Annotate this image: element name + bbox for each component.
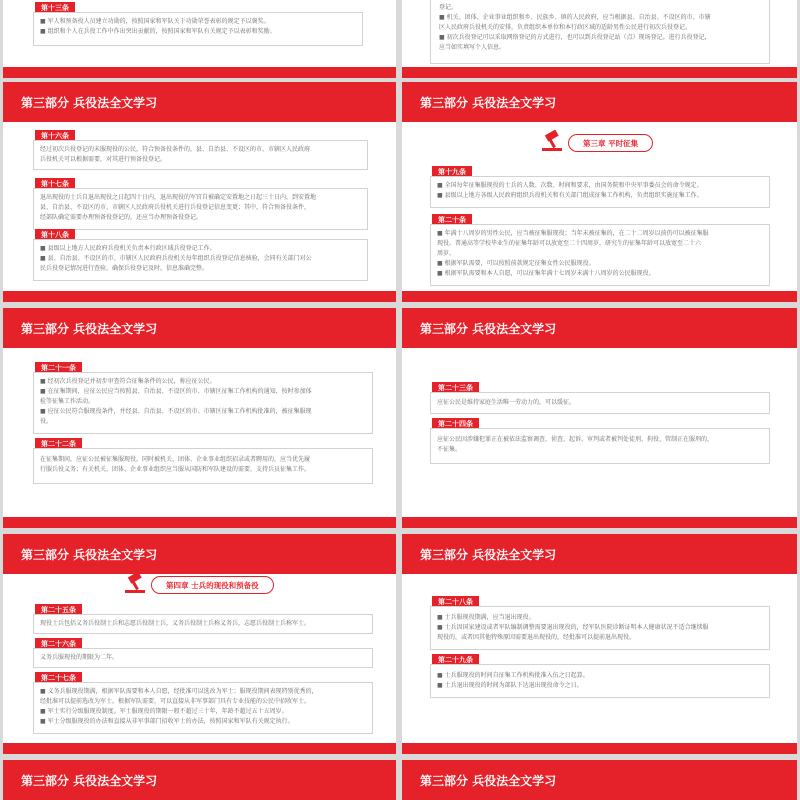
footer-bar bbox=[3, 517, 396, 528]
footer-bar bbox=[3, 67, 396, 78]
footer-bar bbox=[402, 291, 797, 302]
article-box bbox=[33, 682, 373, 734]
section-title: 第三部分 兵役法全文学习 bbox=[21, 774, 158, 788]
article-box bbox=[430, 428, 770, 464]
article-box bbox=[33, 648, 373, 668]
section-title: 第三部分 兵役法全文学习 bbox=[420, 322, 557, 336]
chapter-title: 第四章 士兵的现役和预备役 bbox=[151, 576, 274, 594]
article-tag: 第二十七条 bbox=[35, 672, 82, 684]
slide-3 bbox=[3, 82, 396, 302]
footer-bar bbox=[3, 743, 396, 754]
article-box bbox=[430, 606, 770, 650]
gavel-icon bbox=[540, 130, 566, 152]
article-tag: 第十八条 bbox=[35, 229, 75, 241]
slide-header bbox=[3, 534, 396, 574]
article-tag: 第二十九条 bbox=[432, 654, 479, 666]
section-title: 第三部分 兵役法全文学习 bbox=[420, 774, 557, 788]
article-tag: 第二十二条 bbox=[35, 438, 82, 450]
article-box bbox=[430, 392, 770, 414]
slide-10 bbox=[402, 760, 797, 800]
slide-header bbox=[3, 82, 396, 122]
article-text: ■ 士兵服现役的时间自征集工作机构批准入伍之日起算。 ■ 士兵退出现役的时间为部队下达退出现役命令之日。 bbox=[437, 672, 589, 689]
slide-header bbox=[402, 534, 797, 574]
article-tag: 第二十八条 bbox=[432, 596, 479, 608]
article-box bbox=[33, 448, 373, 484]
article-tag: 第十七条 bbox=[35, 178, 75, 190]
slide-8 bbox=[402, 534, 797, 754]
article-text: ■ 士兵服现役期满，应当退出现役。 ■ 士兵因国家建设或者军队编制调整需要退出现役的，经军队医院诊断证明本人健康状况不适合继续服 现役的，或者因其他特殊原因需要退出现役的，经批准可以提前退出现役。 bbox=[437, 614, 709, 641]
article-text: ■ 县级以上地方人民政府兵役机关负责本行政区域兵役登记工作。 ■ 县、自治县、不设区的市、市辖区人民政府兵役机关每年组织兵役登记信息核验，会同有关部门对公 民兵役登记情况进行查验，确保兵役登记及时，信息准确完整。 bbox=[40, 245, 312, 272]
gavel-icon bbox=[123, 572, 149, 594]
article-box bbox=[33, 372, 373, 434]
slide-5 bbox=[3, 308, 396, 528]
slide-6 bbox=[402, 308, 797, 528]
section-title: 第三部分 兵役法全文学习 bbox=[420, 96, 557, 110]
article-box bbox=[33, 239, 368, 281]
article-box bbox=[33, 140, 368, 170]
article-text: 应征公民是维持家庭生活唯一劳动力的，可以缓征。 bbox=[437, 399, 576, 406]
article-text: 应征公民因涉嫌犯罪正在被依法监察调查、侦查、起诉、审判或者被判处徒刑、拘役、管制正在服刑的， 不征集。 bbox=[437, 436, 714, 453]
section-title: 第三部分 兵役法全文学习 bbox=[21, 322, 158, 336]
article-text: 登记。 ■ 机关、团体、企业事业组织和乡、民族乡、镇的人民政府，应当根据县、自治县、不设区的市、市辖 区人民政府兵役机关的安排，负责组织本单位和本行政区域的适龄男性公民进行初次兵役登记。 ■ 初次兵役登记可以采取网络登记的方式进行，也可以到兵役登记站（点）现场登记。进行兵役登记， 应当如实填写个人信息。 bbox=[439, 4, 711, 51]
article-tag: 第二十一条 bbox=[35, 362, 82, 374]
section-title: 第三部分 兵役法全文学习 bbox=[21, 96, 158, 110]
slide-header bbox=[3, 308, 396, 348]
article-text: ■ 义务兵服现役期满，根据军队需要和本人自愿，经批准可以选改为军士；服现役期间表现特别优秀的， 经批准可以提前选改为军士。根据军队需要，可以直接从非军事部门具有专业技能的公民中招收军士。 ■ 军士实行分级服现役制度。军士服现役的期限一般不超过三十年，年龄不超过五十五周岁。 ■ 军士分级服现役的办法和直接从非军事部门招收军士的办法，按照国家和军队有关规定执行。 bbox=[40, 688, 318, 725]
article-tag: 第二十四条 bbox=[432, 418, 479, 430]
article-tag: 第二十六条 bbox=[35, 638, 82, 650]
article-tag: 第十九条 bbox=[432, 166, 472, 178]
article-tag: 第二十三条 bbox=[432, 382, 479, 394]
slide-header bbox=[402, 760, 797, 800]
article-text: 经过初次兵役登记的未服现役的公民，符合预备役条件的，县、自治县、不设区的市、市辖区人民政府 兵役机关可以根据需要，对其进行预备役登记。 bbox=[40, 146, 311, 163]
article-text: 现役士兵包括义务兵役制士兵和志愿兵役制士兵，义务兵役制士兵称义务兵，志愿兵役制士兵称军士。 bbox=[40, 620, 311, 627]
article-box bbox=[33, 12, 363, 46]
article-tag: 第二十条 bbox=[432, 214, 472, 226]
article-text: ■ 年满十八周岁的男性公民，应当被征集服现役；当年未被征集的，在二十二周岁以前仍可以被征集服 现役。普通高等学校毕业生的征集年龄可以放宽至二十四周岁，研究生的征集年龄可以放宽至二十六 周岁。 ■ 根据军队需要，可以按照前款规定征集女性公民服现役。 ■ 根据军队需要和本人自愿，可以征集年满十七周岁未满十八周岁的公民服现役。 bbox=[437, 230, 709, 277]
article-box bbox=[430, 176, 770, 208]
footer-bar bbox=[402, 743, 797, 754]
slide-7 bbox=[3, 534, 396, 754]
slide-4 bbox=[402, 82, 797, 302]
chapter-title: 第三章 平时征集 bbox=[568, 134, 653, 152]
slide-header bbox=[3, 760, 396, 800]
article-box bbox=[430, 224, 770, 286]
slide-header bbox=[402, 82, 797, 122]
article-tag: 第十三条 bbox=[35, 2, 75, 14]
footer-bar bbox=[402, 67, 797, 78]
section-title: 第三部分 兵役法全文学习 bbox=[21, 548, 158, 562]
article-text: 退出现役的士兵自退出现役之日起四十日内，退出现役的军官自被确定安置地之日起三十日内，到安置地 县、自治县、不设区的市、市辖区人民政府兵役机关进行兵役登记信息变更；其中，符合预备役条件， 经部队确定需要办理预备役登记的，还应当办理预备役登记。 bbox=[40, 194, 317, 221]
section-title: 第三部分 兵役法全文学习 bbox=[420, 548, 557, 562]
article-box bbox=[430, 0, 770, 64]
footer-bar bbox=[402, 517, 797, 528]
article-text: ■ 全国每年征集服现役的士兵的人数、次数、时间和要求，由国务院和中央军事委员会的命令规定。 ■ 县级以上地方各级人民政府组织兵役机关和有关部门组成征集工作机构，负责组织实施征集工作。 bbox=[437, 182, 703, 199]
article-text: 在征集期间，应征公民被征集服现役，同时被机关、团体、企业事业组织招录或者聘用的，应当优先履 行服兵役义务；有关机关、团体、企业事业组织应当服从国防和军队建设的需要，支持兵员征集工作。 bbox=[40, 456, 311, 473]
article-tag: 第二十五条 bbox=[35, 604, 82, 616]
article-box bbox=[33, 614, 373, 634]
article-text: 义务兵服现役的期限为二年。 bbox=[40, 654, 119, 661]
article-tag: 第十六条 bbox=[35, 130, 75, 142]
article-text: ■ 军人和预备役人员建立功勋的，按照国家和军队关于功勋荣誉表彰的规定予以褒奖。 ■ 组织和个人在兵役工作中作出突出贡献的，按照国家和军队有关规定予以表彰和奖励。 bbox=[40, 18, 276, 35]
article-text: ■ 经初次兵役登记并初步审查符合征集条件的公民，称应征公民。 ■ 在征集期间，应征公民应当按照县、自治县、不设区的市、市辖区征集工作机构的通知，按时参加体 检等征集工作活动。 ■ 应征公民符合服现役条件，并经县、自治县、不设区的市、市辖区征集工作机构批准的，被征集服现 役。 bbox=[40, 378, 312, 425]
footer-bar bbox=[3, 291, 396, 302]
slide-9 bbox=[3, 760, 396, 800]
article-box bbox=[33, 188, 368, 230]
slide-2 bbox=[402, 0, 797, 78]
slide-header bbox=[402, 308, 797, 348]
article-box bbox=[430, 664, 770, 698]
slide-1 bbox=[3, 0, 396, 78]
